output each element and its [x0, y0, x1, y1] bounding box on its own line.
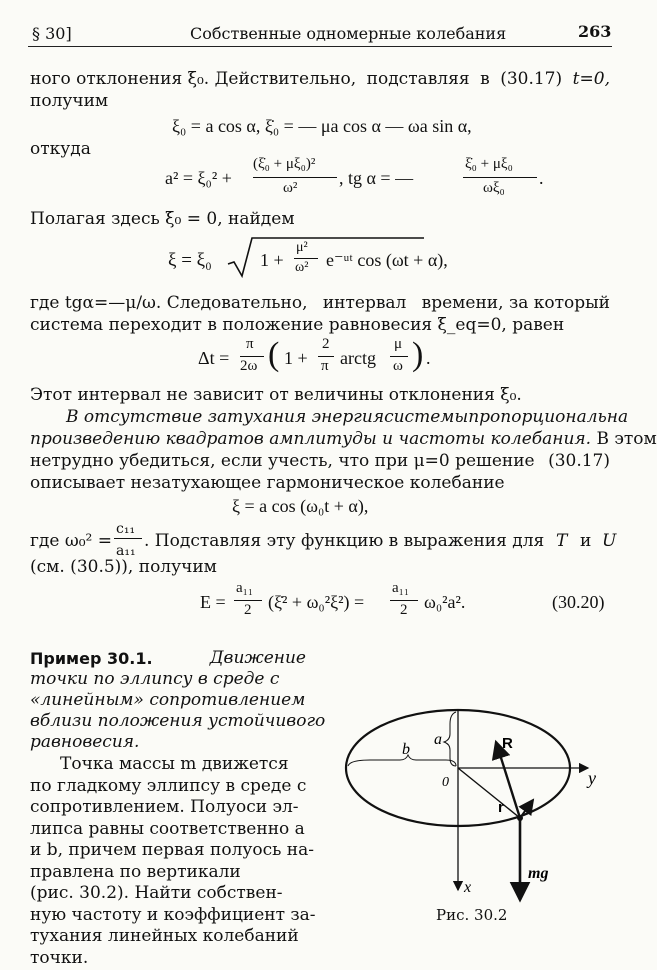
radius-line [458, 768, 520, 818]
text-line-5: где tgα=—μ/ω. Следовательно, интервал времени, за который [30, 293, 610, 313]
label-r: r [498, 799, 504, 816]
a-brace [444, 712, 456, 766]
text-line-13: (см. (30.5)), получим [30, 557, 217, 577]
example-title-2: точки по эллипсу в среде с [30, 669, 280, 689]
label-origin: 0 [442, 775, 449, 790]
equation-number: (30.20) [552, 592, 605, 612]
text-line-4: Полагая здесь ξ̇₀ = 0, найдем [30, 209, 295, 229]
section-ref: § 30] [32, 24, 72, 43]
running-title: Собственные одномерные колебания [190, 24, 507, 43]
text-line-2: получим [30, 91, 109, 111]
text-line-10: нетрудно убедиться, если учесть, что при μ=0 решение (30.17) [30, 451, 610, 471]
page-number: 263 [578, 22, 612, 41]
text-line-3: откуда [30, 139, 91, 159]
label-y: y [588, 768, 596, 788]
equation-5: ξ = a cos (ω₀t + α), [232, 496, 369, 516]
equation-1: ξ₀ = a cos α, ξ̇₀ = — μa cos α — ωa sin α, [172, 116, 472, 136]
label-a: a [434, 731, 442, 748]
example-title-4: вблизи положения устойчивого [30, 711, 326, 731]
label-mg: mg [528, 865, 549, 882]
example-title-3: «линейным» сопротивлением [30, 690, 306, 710]
equation-6: E = a₁₁ 2 (ξ̇² + ω₀²ξ²) = a₁₁ 2 ω₀²a². (30.20) [200, 580, 605, 618]
text-line-9: произведению квадратов амплитуды и частоты колебания. В этом [30, 429, 657, 449]
label-b: b [402, 741, 410, 758]
header-rule [28, 46, 612, 47]
label-R: R [502, 735, 513, 752]
example-text: Точка массы m движется по гладкому эллипсу в среде с сопротивлением. Полуоси эл- липса равны соответственно a и b, причем первая полуось на- правлена по вертикали (рис. 30.2). Найти собствен- ную частоту и коэффициент за- тухания линейных колебаний точки. [30, 754, 316, 968]
text-line-8: В отсутствие затухания энергия системы пропорциональна [66, 407, 629, 427]
force-r-arrow [520, 800, 533, 818]
text-line-1: ного отклонения ξ₀. Действительно, подставляя в (30.17) t=0, [30, 69, 610, 89]
text-line-6: система переходит в положение равновесия ξ_eq=0, равен [30, 315, 565, 335]
example-title-5: равновесия. [30, 732, 140, 752]
text-line-7: Этот интервал не зависит от величины отклонения ξ₀. [30, 385, 522, 405]
text-line-12: где ω₀² = c₁₁ a₁₁ . Подставляя эту функцию в выражения для T и U [30, 521, 617, 559]
example-block: Пример 30.1. Движение точки по эллипсу в среде с «линейным» сопротивлением вблизи положения устойчивого равновесия. [30, 648, 326, 752]
example-label: Пример 30.1. [30, 649, 153, 668]
figure-caption: Рис. 30.2 [436, 906, 508, 924]
label-x: x [464, 879, 472, 896]
text-line-11: описывает незатухающее гармоническое колебание [30, 473, 505, 493]
